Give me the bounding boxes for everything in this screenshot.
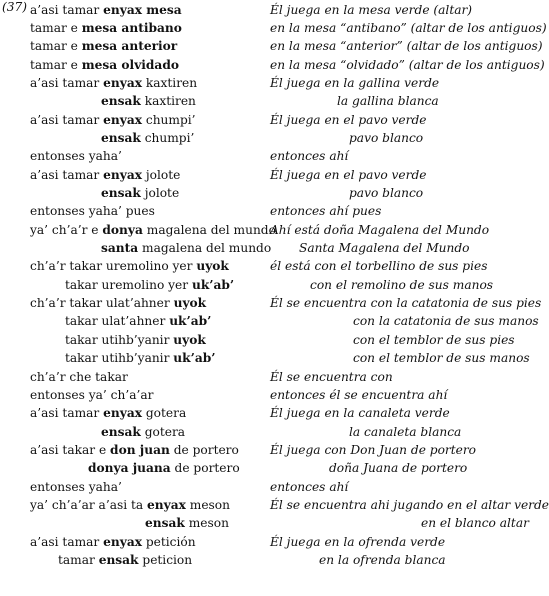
example-line: [0, 74, 521, 92]
source-text: [30, 74, 197, 92]
translation-text: con el temblor de sus pies: [353, 332, 515, 347]
translation-text: con la catatonia de sus manos: [353, 314, 539, 329]
translation-text: la gallina blanca: [337, 94, 439, 109]
source-segment: jolote: [140, 186, 180, 200]
example-line: [0, 423, 521, 441]
bold-term: ensak: [101, 94, 141, 109]
source-segment: ch’a’r takar uremolino yer: [30, 259, 197, 274]
source-text: [88, 459, 240, 477]
bold-term: enyax: [103, 167, 142, 182]
translation-text: pavo blanco: [349, 186, 424, 200]
source-text: [30, 19, 182, 37]
source-segment: chumpi’: [140, 130, 195, 145]
example-line: [0, 276, 521, 294]
example-line: [0, 147, 521, 165]
example-line: [0, 19, 547, 37]
source-segment: entonses ya’ ch’a’ar: [30, 387, 154, 402]
bold-term: enyax mesa: [103, 2, 182, 17]
translation-text: Santa Magalena del Mundo: [299, 241, 470, 256]
translation-text: pavo blanco: [349, 130, 424, 145]
bold-term: ensak: [98, 553, 139, 567]
source-text: [65, 331, 206, 349]
translation-text: Él juega con Don Juan de portero: [270, 442, 477, 457]
source-segment: peticion: [138, 553, 193, 567]
source-segment: takar ulat’ahner: [65, 314, 170, 329]
bold-term: uk’ab’: [169, 314, 212, 329]
bold-term: santa: [101, 241, 139, 256]
source-text: [30, 202, 155, 220]
source-text: [30, 441, 239, 459]
example-line: [0, 368, 521, 386]
source-text: [65, 276, 234, 294]
translation-text: doña Juana de portero: [329, 461, 468, 476]
example-line: [0, 1, 521, 19]
source-text: [101, 423, 185, 441]
bold-term: mesa antibano: [81, 20, 182, 35]
translation-text: él está con el torbellino de sus pies: [270, 259, 488, 274]
source-segment: magalena del mundo: [138, 241, 272, 256]
example-line: [0, 184, 521, 202]
source-text: [30, 294, 206, 312]
source-segment: meson: [185, 497, 230, 512]
source-segment: de portero: [169, 442, 239, 457]
example-line: [0, 349, 530, 367]
source-text: [65, 312, 211, 330]
source-text: [30, 496, 230, 514]
translation-text: en la mesa “anterior” (altar de los antiguos): [270, 39, 543, 54]
source-text: [30, 221, 276, 239]
translation-text: entonces él se encuentra ahí: [270, 387, 448, 402]
example-line: [0, 202, 521, 220]
translation-text: Él juega en el pavo verde: [270, 167, 427, 182]
bold-term: ensak: [101, 424, 141, 439]
translation-text: en el blanco altar: [421, 516, 529, 531]
source-segment: entonses yaha’ pues: [30, 204, 155, 219]
source-text: [30, 56, 179, 74]
source-segment: ch’a’r che takar: [30, 369, 128, 384]
source-segment: ya’ ch’a’ar a’asi ta: [30, 497, 148, 512]
bold-term: uyok: [173, 332, 206, 347]
source-text: [30, 404, 186, 422]
bold-term: enyax: [103, 75, 142, 90]
example-line: [0, 221, 521, 239]
example-line: [0, 257, 521, 275]
source-segment: magalena del mundo: [142, 222, 276, 237]
example-line: [0, 92, 521, 110]
source-segment: ya’ ch’a’r e: [30, 222, 103, 237]
bold-term: mesa anterior: [81, 39, 178, 54]
translation-text: en la mesa “antibano” (altar de los antiguos): [270, 20, 547, 35]
source-segment: tamar e: [30, 57, 82, 72]
bold-term: enyax: [103, 534, 142, 549]
example-line: [0, 441, 521, 459]
bold-term: mesa olvidado: [81, 57, 179, 72]
source-text: [30, 37, 177, 55]
bold-term: uk’ab’: [191, 277, 235, 292]
example-line: [0, 166, 521, 184]
translation-text: Él juega en la canaleta verde: [270, 406, 450, 421]
example-line: [0, 459, 521, 477]
source-segment: a’asi takar e: [30, 442, 111, 457]
example-line: [0, 111, 521, 129]
source-text: [145, 514, 229, 532]
example-line: [0, 551, 521, 569]
source-segment: takar utihb’yanir: [65, 351, 174, 366]
example-number: (37): [2, 0, 28, 14]
bold-term: ensak: [101, 130, 141, 145]
source-text: [65, 349, 216, 367]
source-segment: takar utihb’yanir: [65, 332, 174, 347]
source-text: [101, 184, 179, 202]
source-segment: takar uremolino yer: [65, 277, 192, 292]
example-line: [0, 37, 543, 55]
source-text: [101, 92, 196, 110]
source-segment: jolote: [142, 167, 181, 182]
source-segment: a’asi tamar: [30, 75, 104, 90]
source-segment: ch’a’r takar ulat’ahner: [30, 296, 174, 311]
source-text: [30, 257, 229, 275]
source-segment: petición: [142, 534, 196, 549]
source-text: [58, 551, 192, 569]
source-segment: kaxtiren: [142, 75, 198, 90]
source-segment: tamar e: [30, 20, 82, 35]
source-text: [30, 533, 196, 551]
translation-text: Él juega en la mesa verde (altar): [270, 2, 473, 17]
source-text: [101, 129, 194, 147]
bold-term: enyax: [147, 497, 186, 512]
source-segment: tamar: [58, 553, 99, 567]
bold-term: uk’ab’: [173, 351, 216, 366]
example-line: [0, 129, 521, 147]
source-segment: entonses yaha’: [30, 149, 122, 164]
translation-text: Él se encuentra con: [270, 369, 393, 384]
source-text: [30, 386, 153, 404]
source-segment: de portero: [170, 461, 240, 476]
source-segment: a’asi tamar: [30, 406, 104, 421]
source-segment: entonses yaha’: [30, 479, 122, 494]
translation-text: la canaleta blanca: [349, 424, 462, 439]
example-line: [0, 239, 521, 257]
example-line: [0, 294, 542, 312]
translation-text: Ahí está doña Magalena del Mundo: [270, 222, 490, 237]
translation-text: Él juega en la gallina verde: [270, 75, 440, 90]
source-segment: gotera: [142, 406, 187, 421]
source-text: [30, 478, 122, 496]
bold-term: enyax: [103, 406, 142, 421]
source-text: [30, 166, 180, 184]
source-segment: a’asi tamar: [30, 167, 104, 182]
source-text: [30, 111, 196, 129]
source-segment: kaxtiren: [140, 94, 196, 109]
source-segment: meson: [184, 516, 229, 531]
example-line: [0, 386, 521, 404]
bold-term: uyok: [196, 259, 229, 274]
translation-text: con el temblor de sus manos: [353, 351, 530, 366]
bold-term: ensak: [145, 516, 185, 531]
example-line: [0, 496, 549, 514]
translation-text: Él se encuentra con la catatonia de sus pies: [270, 296, 542, 311]
source-segment: a’asi tamar: [30, 112, 104, 127]
source-segment: a’asi tamar: [30, 534, 104, 549]
translation-text: entonces ahí pues: [270, 204, 382, 219]
translation-text: entonces ahí: [270, 149, 349, 164]
example-line: [0, 514, 529, 532]
source-text: [30, 1, 182, 19]
source-text: [101, 239, 271, 257]
bold-term: donya juana: [88, 461, 171, 476]
example-line: [0, 331, 521, 349]
translation-text: en la ofrenda blanca: [319, 553, 446, 567]
source-segment: chumpi’: [142, 112, 196, 127]
bold-term: ensak: [101, 186, 141, 200]
bold-term: donya: [102, 222, 143, 237]
source-text: [30, 368, 128, 386]
example-line: [0, 478, 521, 496]
source-text: [30, 147, 122, 165]
translation-text: Él juega en el pavo verde: [270, 112, 427, 127]
example-line: [0, 312, 539, 330]
translation-text: entonces ahí: [270, 479, 349, 494]
translation-text: en la mesa “olvidado” (altar de los antiguos): [270, 57, 545, 72]
translation-text: con el remolino de sus manos: [310, 277, 494, 292]
bold-term: uyok: [173, 296, 207, 311]
source-segment: tamar e: [30, 39, 82, 54]
example-line: [0, 404, 521, 422]
bold-term: don juan: [110, 442, 170, 457]
source-segment: gotera: [140, 424, 186, 439]
example-line: [0, 56, 545, 74]
bold-term: enyax: [103, 112, 142, 127]
example-line: [0, 533, 521, 551]
translation-text: Él juega en la ofrenda verde: [270, 534, 446, 549]
source-segment: a’asi tamar: [30, 2, 104, 17]
translation-text: Él se encuentra ahi jugando en el altar verde: [270, 497, 549, 512]
